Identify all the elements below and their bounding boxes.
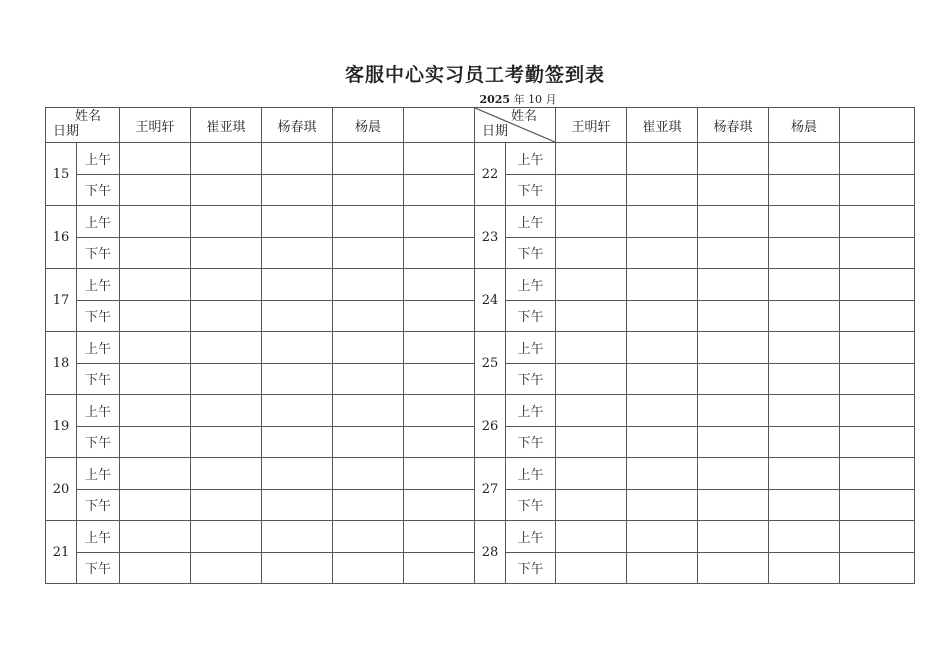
sign-in-cell[interactable] (840, 174, 915, 206)
period-pm-label: 下午 (506, 426, 556, 458)
sign-in-cell[interactable] (840, 269, 915, 301)
sign-in-cell[interactable] (333, 363, 404, 395)
sign-in-cell[interactable] (262, 237, 333, 269)
sign-in-cell[interactable] (627, 269, 698, 301)
period-am-label: 上午 (506, 206, 556, 238)
sign-in-cell[interactable] (769, 489, 840, 521)
sign-in-cell[interactable] (120, 552, 191, 584)
table-row (46, 395, 915, 427)
sign-in-cell[interactable] (627, 489, 698, 521)
month-unit: 月 (545, 93, 557, 106)
sign-in-cell[interactable] (404, 206, 475, 238)
sign-in-cell[interactable] (191, 426, 262, 458)
sign-in-cell[interactable] (556, 174, 627, 206)
sign-in-cell[interactable] (404, 143, 475, 175)
sign-in-cell[interactable] (698, 521, 769, 553)
right-staff-name: 崔亚琪 (627, 108, 698, 143)
period-am-label: 上午 (77, 332, 120, 364)
sign-in-cell[interactable] (769, 143, 840, 175)
sign-in-cell[interactable] (404, 521, 475, 553)
sign-in-cell[interactable] (840, 332, 915, 364)
sign-in-cell[interactable] (191, 206, 262, 238)
sign-in-cell[interactable] (627, 332, 698, 364)
left-diagonal-header (46, 108, 120, 143)
sign-in-cell[interactable] (404, 174, 475, 206)
sign-in-cell[interactable] (556, 269, 627, 301)
sign-in-cell[interactable] (840, 237, 915, 269)
table-row (46, 206, 915, 238)
right-day-cell: 28 (475, 521, 506, 584)
sign-in-cell[interactable] (262, 332, 333, 364)
period-am-label: 上午 (506, 395, 556, 427)
right-staff-name: 杨春琪 (698, 108, 769, 143)
sign-in-cell[interactable] (404, 395, 475, 427)
table-row (46, 521, 915, 553)
header-row (46, 108, 915, 143)
left-staff-name: 杨晨 (333, 108, 404, 143)
name-header-label: 姓名 (510, 109, 537, 124)
period-pm-label: 下午 (77, 174, 120, 206)
period-pm-label: 下午 (77, 489, 120, 521)
sign-in-cell[interactable] (769, 300, 840, 332)
sign-in-cell[interactable] (262, 489, 333, 521)
sign-in-cell[interactable] (556, 237, 627, 269)
sign-in-cell[interactable] (556, 363, 627, 395)
sign-in-cell[interactable] (404, 552, 475, 584)
sign-in-cell[interactable] (769, 521, 840, 553)
sign-in-cell[interactable] (120, 143, 191, 175)
sign-in-cell[interactable] (840, 458, 915, 490)
period-am-label: 上午 (77, 143, 120, 175)
right-staff-name: 杨晨 (769, 108, 840, 143)
sign-in-cell[interactable] (840, 426, 915, 458)
right-staff-name: 王明轩 (556, 108, 627, 143)
sign-in-cell[interactable] (769, 332, 840, 364)
year-unit: 年 (513, 93, 525, 106)
period-am-label: 上午 (506, 143, 556, 175)
sign-in-cell[interactable] (556, 458, 627, 490)
sign-in-cell[interactable] (698, 489, 769, 521)
period-am-label: 上午 (506, 521, 556, 553)
sign-in-cell[interactable] (120, 332, 191, 364)
sign-in-cell[interactable] (404, 269, 475, 301)
sign-in-cell[interactable] (262, 395, 333, 427)
left-day-cell: 21 (46, 521, 77, 584)
sheet-title: 客服中心实习员工考勤签到表 (344, 64, 605, 86)
period-am-label: 上午 (506, 332, 556, 364)
sign-in-cell[interactable] (262, 521, 333, 553)
left-day-cell: 17 (46, 269, 77, 332)
period-pm-label: 下午 (77, 426, 120, 458)
left-day-cell: 19 (46, 395, 77, 458)
sign-in-cell[interactable] (262, 174, 333, 206)
sign-in-cell[interactable] (698, 143, 769, 175)
table-row (46, 143, 915, 175)
sign-in-cell[interactable] (262, 552, 333, 584)
sign-in-cell[interactable] (404, 426, 475, 458)
sign-in-cell[interactable] (262, 426, 333, 458)
sign-in-cell[interactable] (120, 458, 191, 490)
sign-in-cell[interactable] (840, 300, 915, 332)
sign-in-cell[interactable] (698, 174, 769, 206)
sign-in-cell[interactable] (840, 521, 915, 553)
left-day-cell: 16 (46, 206, 77, 269)
period-am-label: 上午 (506, 458, 556, 490)
sign-in-cell[interactable] (556, 300, 627, 332)
sign-in-cell[interactable] (627, 206, 698, 238)
sign-in-cell[interactable] (769, 395, 840, 427)
sign-in-cell[interactable] (262, 363, 333, 395)
sign-in-cell[interactable] (698, 300, 769, 332)
sign-in-cell[interactable] (120, 237, 191, 269)
sign-in-cell[interactable] (556, 395, 627, 427)
sign-in-cell[interactable] (120, 521, 191, 553)
sign-in-cell[interactable] (120, 426, 191, 458)
sign-in-cell[interactable] (191, 395, 262, 427)
sign-in-cell[interactable] (262, 269, 333, 301)
left-day-cell: 20 (46, 458, 77, 521)
right-staff-name (840, 108, 915, 143)
sign-in-cell[interactable] (333, 552, 404, 584)
sign-in-cell[interactable] (191, 300, 262, 332)
sign-in-cell[interactable] (404, 489, 475, 521)
date-header-label: 日期 (53, 124, 80, 139)
table-row (46, 332, 915, 364)
sign-in-cell[interactable] (333, 269, 404, 301)
sign-in-cell[interactable] (120, 300, 191, 332)
sign-in-cell[interactable] (191, 332, 262, 364)
date-header-label: 日期 (482, 124, 509, 139)
month-value: 10 (528, 93, 543, 106)
sign-in-cell[interactable] (556, 206, 627, 238)
sign-in-cell[interactable] (120, 489, 191, 521)
sign-in-cell[interactable] (627, 521, 698, 553)
sign-in-cell[interactable] (840, 489, 915, 521)
sign-in-cell[interactable] (333, 206, 404, 238)
period-am-label: 上午 (77, 458, 120, 490)
year-value: 2025 (479, 93, 511, 106)
sign-in-cell[interactable] (769, 206, 840, 238)
sign-in-cell[interactable] (698, 237, 769, 269)
period-am-label: 上午 (77, 206, 120, 238)
sign-in-cell[interactable] (333, 426, 404, 458)
sign-in-cell[interactable] (262, 458, 333, 490)
sign-in-cell[interactable] (333, 458, 404, 490)
period-am-label: 上午 (77, 521, 120, 553)
sign-in-cell[interactable] (556, 489, 627, 521)
sign-in-cell[interactable] (556, 426, 627, 458)
sign-in-cell[interactable] (333, 489, 404, 521)
sign-in-cell[interactable] (333, 395, 404, 427)
sign-in-cell[interactable] (769, 552, 840, 584)
sign-in-cell[interactable] (698, 426, 769, 458)
period-pm-label: 下午 (506, 237, 556, 269)
sign-in-cell[interactable] (333, 174, 404, 206)
sign-in-cell[interactable] (333, 237, 404, 269)
sign-in-cell[interactable] (556, 521, 627, 553)
period-pm-label: 下午 (506, 489, 556, 521)
sign-in-cell[interactable] (404, 237, 475, 269)
sign-in-cell[interactable] (627, 237, 698, 269)
period-pm-label: 下午 (77, 300, 120, 332)
left-staff-name: 杨春琪 (262, 108, 333, 143)
sign-in-cell[interactable] (698, 552, 769, 584)
sign-in-cell[interactable] (627, 395, 698, 427)
sign-in-cell[interactable] (120, 206, 191, 238)
period-pm-label: 下午 (77, 363, 120, 395)
right-day-cell: 23 (475, 206, 506, 269)
sign-in-cell[interactable] (120, 363, 191, 395)
sign-in-cell[interactable] (333, 143, 404, 175)
sign-in-cell[interactable] (333, 521, 404, 553)
left-day-cell: 18 (46, 332, 77, 395)
period-pm-label: 下午 (77, 552, 120, 584)
right-day-cell: 25 (475, 332, 506, 395)
period-pm-label: 下午 (506, 174, 556, 206)
sign-in-cell[interactable] (698, 269, 769, 301)
sign-in-cell[interactable] (698, 458, 769, 490)
sign-in-cell[interactable] (120, 174, 191, 206)
period-pm-label: 下午 (506, 300, 556, 332)
sign-in-cell[interactable] (191, 489, 262, 521)
sign-in-cell[interactable] (769, 363, 840, 395)
sign-in-cell[interactable] (404, 363, 475, 395)
sheet-month (0, 91, 950, 107)
sign-in-cell[interactable] (627, 426, 698, 458)
right-day-cell: 22 (475, 143, 506, 206)
sign-in-cell[interactable] (627, 552, 698, 584)
sign-in-cell[interactable] (333, 332, 404, 364)
sign-in-cell[interactable] (191, 143, 262, 175)
right-day-cell: 26 (475, 395, 506, 458)
period-am-label: 上午 (506, 269, 556, 301)
sign-in-cell[interactable] (191, 521, 262, 553)
table-row (46, 458, 915, 490)
left-staff-name: 王明轩 (120, 108, 191, 143)
sign-in-cell[interactable] (840, 395, 915, 427)
sign-in-cell[interactable] (556, 143, 627, 175)
sign-in-cell[interactable] (333, 300, 404, 332)
sign-in-cell[interactable] (698, 332, 769, 364)
sign-in-cell[interactable] (191, 237, 262, 269)
sign-in-cell[interactable] (627, 174, 698, 206)
right-day-cell: 24 (475, 269, 506, 332)
sign-in-cell[interactable] (120, 269, 191, 301)
period-pm-label: 下午 (77, 237, 120, 269)
sign-in-cell[interactable] (120, 395, 191, 427)
sign-in-cell[interactable] (556, 332, 627, 364)
right-diagonal-header (475, 108, 556, 143)
sign-in-cell[interactable] (262, 143, 333, 175)
period-pm-label: 下午 (506, 363, 556, 395)
period-am-label: 上午 (77, 269, 120, 301)
sign-in-cell[interactable] (191, 363, 262, 395)
sign-in-cell[interactable] (191, 458, 262, 490)
sign-in-cell[interactable] (769, 174, 840, 206)
name-header-label: 姓名 (74, 109, 101, 124)
sign-in-cell[interactable] (840, 143, 915, 175)
sign-in-cell[interactable] (191, 552, 262, 584)
sign-in-cell[interactable] (769, 237, 840, 269)
sign-in-cell[interactable] (698, 395, 769, 427)
period-am-label: 上午 (77, 395, 120, 427)
sign-in-cell[interactable] (840, 206, 915, 238)
attendance-table (45, 107, 915, 584)
sign-in-cell[interactable] (840, 363, 915, 395)
sign-in-cell[interactable] (627, 143, 698, 175)
right-day-cell: 27 (475, 458, 506, 521)
sign-in-cell[interactable] (556, 552, 627, 584)
sign-in-cell[interactable] (404, 458, 475, 490)
table-row (46, 269, 915, 301)
left-day-cell: 15 (46, 143, 77, 206)
left-staff-name (404, 108, 475, 143)
period-pm-label: 下午 (506, 552, 556, 584)
sign-in-cell[interactable] (769, 269, 840, 301)
sign-in-cell[interactable] (404, 332, 475, 364)
left-staff-name: 崔亚琪 (191, 108, 262, 143)
sign-in-cell[interactable] (262, 206, 333, 238)
sign-in-cell[interactable] (191, 174, 262, 206)
sign-in-cell[interactable] (627, 363, 698, 395)
sign-in-cell[interactable] (627, 300, 698, 332)
sign-in-cell[interactable] (769, 458, 840, 490)
sign-in-cell[interactable] (698, 206, 769, 238)
sign-in-cell[interactable] (627, 458, 698, 490)
sign-in-cell[interactable] (698, 363, 769, 395)
sign-in-cell[interactable] (769, 426, 840, 458)
sign-in-cell[interactable] (840, 552, 915, 584)
sign-in-cell[interactable] (262, 300, 333, 332)
sign-in-cell[interactable] (404, 300, 475, 332)
sign-in-cell[interactable] (191, 269, 262, 301)
